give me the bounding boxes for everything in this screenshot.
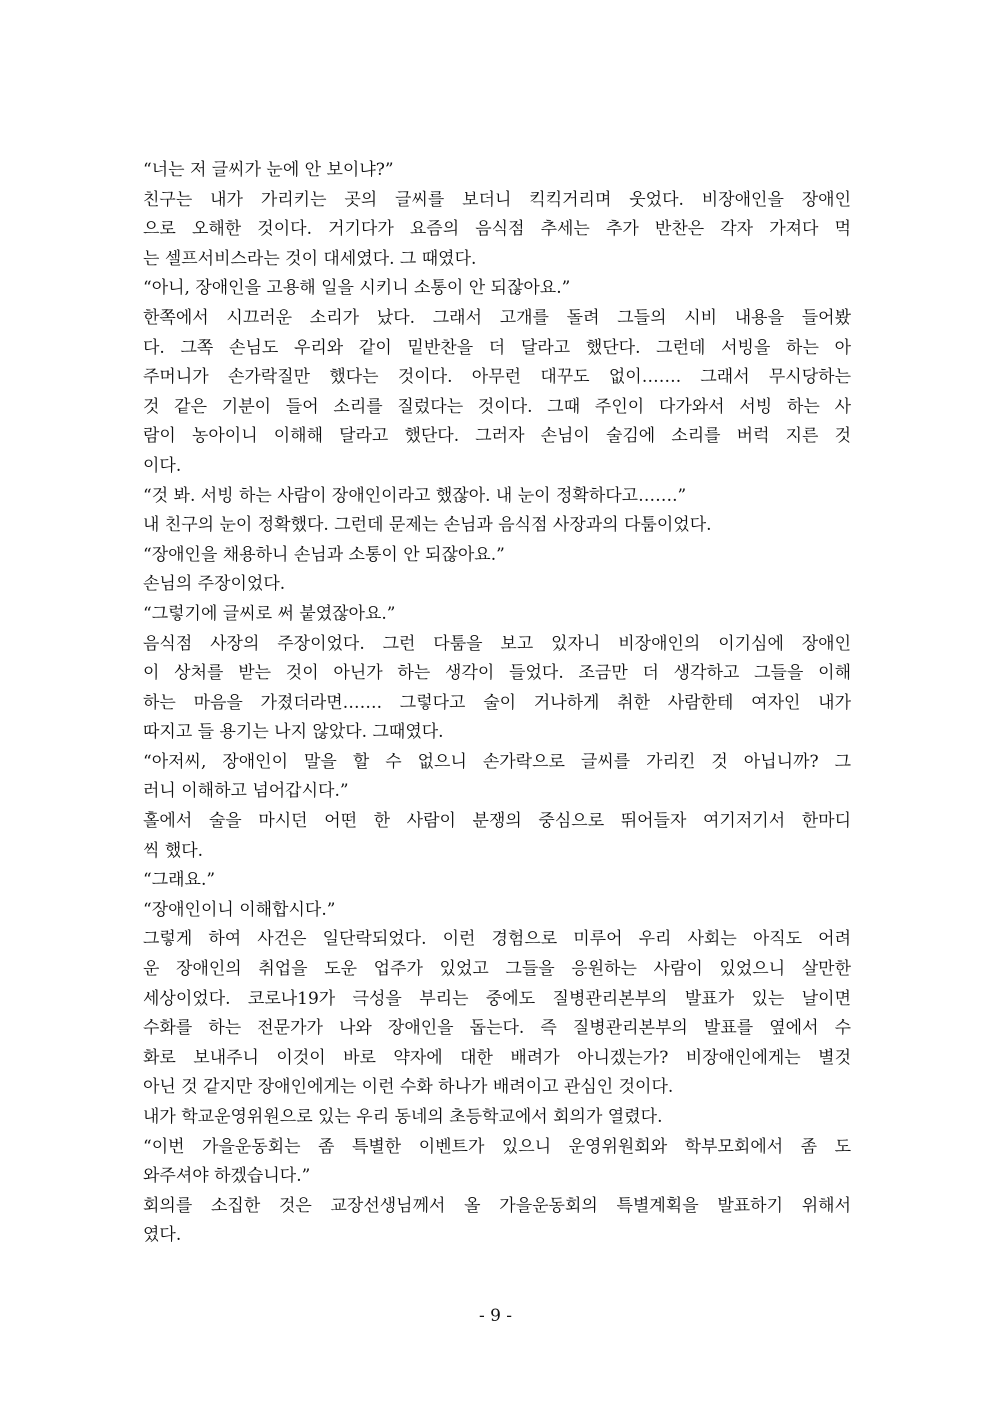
text-line: 한쪽에서 시끄러운 소리가 났다. 그래서 고개를 돌려 그들의 시비 내용을 들어봤 — [143, 307, 851, 328]
text-line: 음식점 사장의 주장이었다. 그런 다툼을 보고 있자니 비장애인의 이기심에 장애인 — [143, 633, 851, 654]
text-line: 였다. — [143, 1225, 182, 1246]
text-line: 내가 학교운영위원으로 있는 우리 동네의 초등학교에서 회의가 열렸다. — [143, 1107, 663, 1127]
text-line: 세상이었다. 코로나19가 극성을 부리는 중에도 질병관리본부의 발표가 있는 날이면 — [143, 988, 851, 1009]
text-line: 람이 농아이니 이해해 달라고 했단다. 그러자 손님이 술김에 소리를 버럭 지른 것 — [143, 426, 851, 447]
page-number: - 9 - — [478, 1306, 513, 1326]
text-line: 러니 이해하고 넘어갑시다.” — [143, 781, 349, 802]
text-line: 씩 했다. — [143, 840, 204, 861]
text-line: 는 셀프서비스라는 것이 대세였다. 그 때였다. — [143, 248, 477, 269]
text-line: “이번 가을운동회는 좀 특별한 이벤트가 있으니 운영위원회와 학부모회에서 좀 도 — [143, 1136, 851, 1157]
text-line: “장애인을 채용하니 손님과 소통이 안 되잖아요.” — [143, 544, 505, 565]
text-line: “아니, 장애인을 고용해 일을 시키니 소통이 안 되잖아요.” — [143, 278, 571, 299]
text-line: 이다. — [143, 455, 182, 476]
body-text — [143, 156, 851, 1251]
text-line: “그래요.” — [143, 870, 216, 891]
text-line: 다. 그쪽 손님도 우리와 같이 밑반찬을 더 달라고 했단다. 그런데 서빙을 하는 아 — [143, 337, 851, 358]
text-line: 따지고 들 용기는 나지 않았다. 그때였다. — [143, 722, 444, 743]
text-line: “너는 저 글씨가 눈에 안 보이냐?” — [143, 160, 394, 180]
text-line: 내 친구의 눈이 정확했다. 그런데 문제는 손님과 음식점 사장과의 다툼이었다. — [143, 515, 712, 536]
text-line: “것 봐. 서빙 하는 사람이 장애인이라고 했잖아. 내 눈이 정확하다고…….” — [143, 485, 687, 506]
text-line: 회의를 소집한 것은 교장선생님께서 올 가을운동회의 특별계획을 발표하기 위해서 — [143, 1195, 851, 1216]
text-line: 아닌 것 같지만 장애인에게는 이런 수화 하나가 배려이고 관심인 것이다. — [143, 1077, 674, 1098]
text-line: 손님의 주장이었다. — [143, 574, 286, 595]
text-line: 수화를 하는 전문가가 나와 장애인을 돕는다. 즉 질병관리본부의 발표를 옆에서 수 — [143, 1018, 851, 1039]
text-line: 운 장애인의 취업을 도운 업주가 있었고 그들을 응원하는 사람이 있었으니 살만한 — [143, 959, 851, 980]
text-line: 친구는 내가 가리키는 곳의 글씨를 보더니 킥킥거리며 웃었다. 비장애인을 장애인 — [143, 189, 851, 210]
text-line: “그렇기에 글씨로 써 붙였잖아요.” — [143, 603, 396, 624]
text-line: 와주셔야 하겠습니다.” — [143, 1166, 311, 1187]
text-line: 홀에서 술을 마시던 어떤 한 사람이 분쟁의 중심으로 뛰어들자 여기저기서 한마디 — [143, 811, 851, 832]
text-line: 하는 마음을 가졌더라면……. 그렇다고 술이 거나하게 취한 사람한테 여자인 내가 — [143, 692, 851, 713]
text-line: 것 같은 기분이 들어 소리를 질렀다는 것이다. 그때 주인이 다가와서 서빙 하는 사 — [143, 396, 851, 417]
text-line: “장애인이니 이해합시다.” — [143, 899, 336, 920]
text-line: 화로 보내주니 이것이 바로 약자에 대한 배려가 아니겠는가? 비장애인에게는 별것 — [143, 1047, 851, 1068]
text-line: 그렇게 하여 사건은 일단락되었다. 이런 경험으로 미루어 우리 사회는 아직도 어려 — [143, 929, 851, 950]
text-line: 으로 오해한 것이다. 거기다가 요즘의 음식점 추세는 추가 반찬은 각자 가져다 먹 — [143, 219, 851, 240]
text-line: 이 상처를 받는 것이 아닌가 하는 생각이 들었다. 조금만 더 생각하고 그들을 이해 — [143, 663, 851, 684]
text-line: “아저씨, 장애인이 말을 할 수 없으니 손가락으로 글씨를 가리킨 것 아닙니까? 그 — [143, 751, 851, 772]
text-line: 주머니가 손가락질만 했다는 것이다. 아무런 대꾸도 없이……. 그래서 무시당하는 — [143, 367, 851, 388]
